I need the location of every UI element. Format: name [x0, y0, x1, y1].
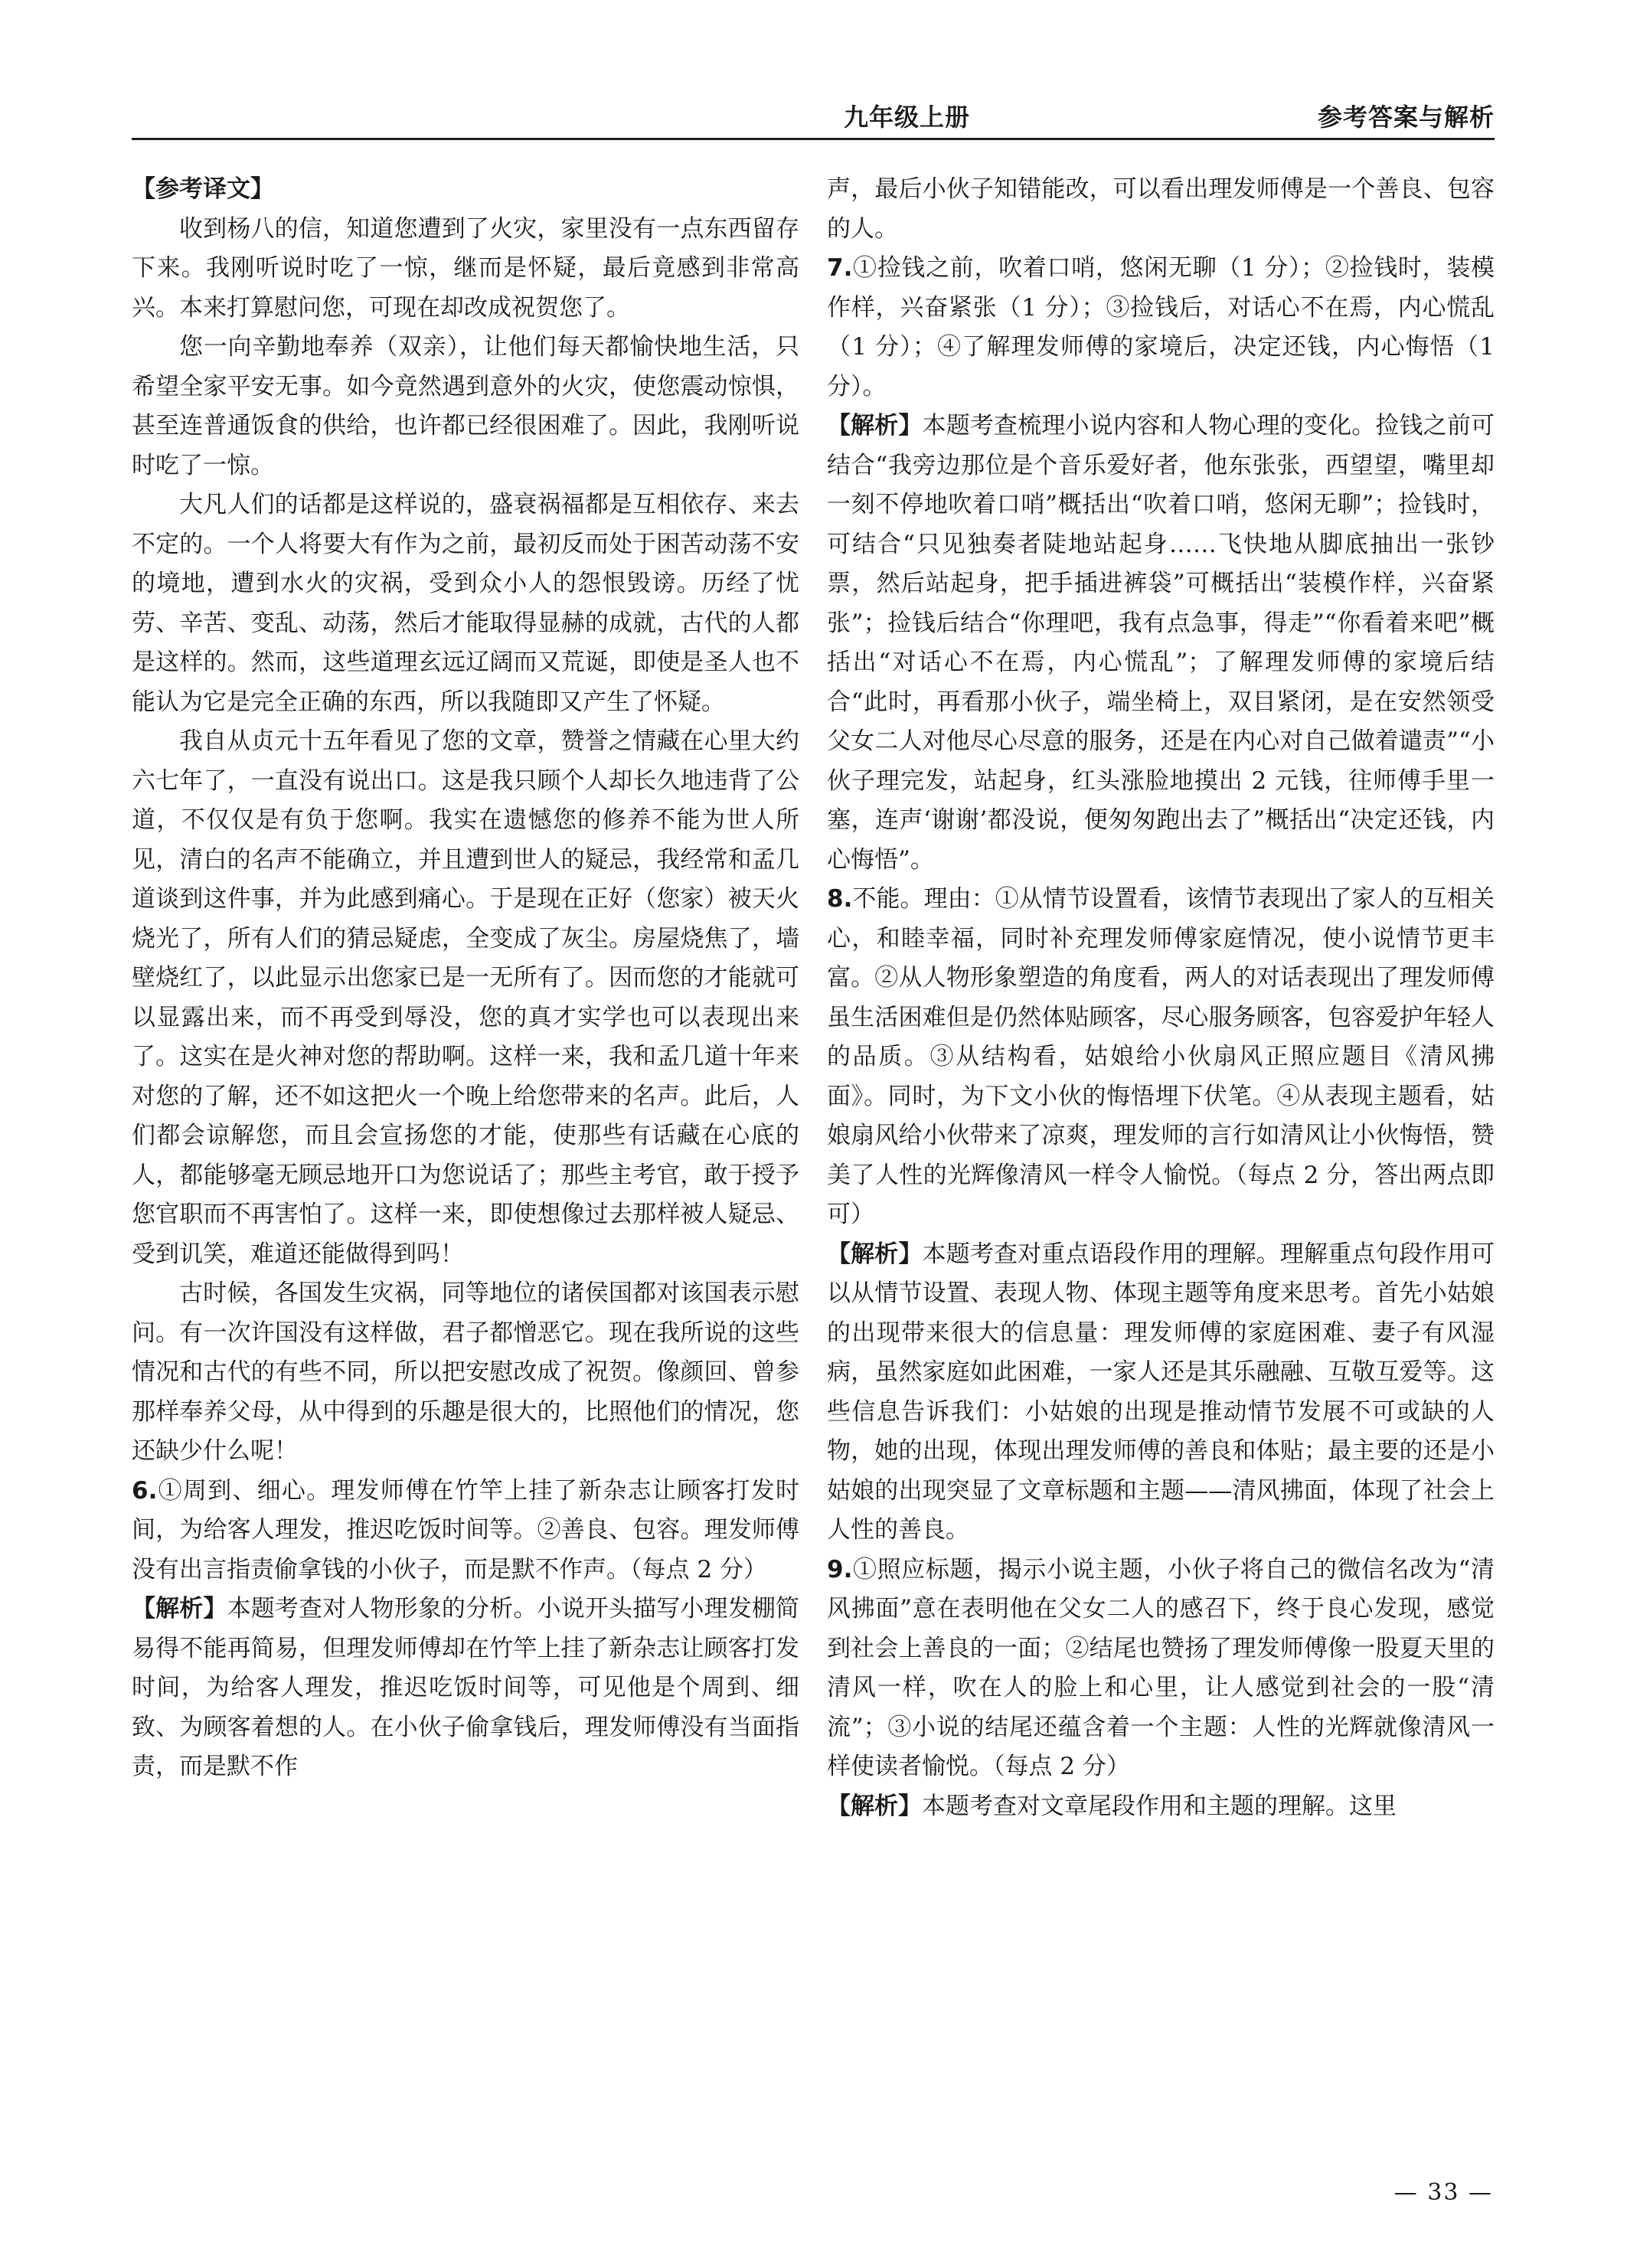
header-divider: [132, 138, 1495, 140]
question-9-answer: 9.①照应标题，揭示小说主题，小伙子将自己的微信名改为“清风拂面”意在表明他在父女二人的感召下，终于良心发现，感觉到社会上善良的一面；②结尾也赞扬了理发师傅像一股夏天里的清风一样，吹在人的脸上和心里，让人感觉到社会的一股“清流”；③小说的结尾还蕴含着一个主题：人性的光辉就像清风一样使读者愉悦。（每点 2 分）: [827, 1555, 1495, 1780]
right-column: [827, 170, 1495, 1826]
analysis-tag: 【解析】: [827, 1792, 922, 1820]
question-8-answer: 8.不能。理由：①从情节设置看，该情节表现出了家人的互相关心，和睦幸福，同时补充理发师傅家庭情况，使小说情节更丰富。②从人物形象塑造的角度看，两人的对话表现出了理发师傅虽生活困难但是仍然体贴顾客，尽心服务顾客，包容爱护年轻人的品质。③从结构看，姑娘给小伙扇风正照应题目《清风拂面》。同时，为下文小伙的悔悟埋下伏笔。④从表现主题看，姑娘扇风给小伙带来了凉爽，理发师的言行如清风让小伙悔悟，赞美了人性的光辉像清风一样令人愉悦。（每点 2 分，答出两点即可）: [827, 885, 1495, 1228]
question-9-analysis: 【解析】本题考查对文章尾段作用和主题的理解。这里: [827, 1792, 1397, 1820]
question-number: 9.: [827, 1555, 853, 1583]
translation-paragraph-1: 收到杨八的信，知道您遭到了火灾，家里没有一点东西留存下来。我刚听说时吃了一惊，继而是怀疑，最后竟感到非常高兴。本来打算慰问您，可现在却改成祝贺您了。: [132, 214, 799, 322]
question-7-answer: 7.①捡钱之前，吹着口哨，悠闲无聊（1 分）；②捡钱时，装模作样，兴奋紧张（1 分）；③捡钱后，对话心不在焉，内心慌乱（1 分）；④了解理发师傅的家境后，决定还钱，内心悔悟（1 分）。: [827, 254, 1495, 400]
section-title: 参考答案与解析: [1317, 103, 1495, 132]
translation-paragraph-4: 我自从贞元十五年看见了您的文章，赞誉之情藏在心里大约六七年了，一直没有说出口。这是我只顾个人却长久地违背了公道，不仅仅是有负于您啊。我实在遗憾您的修养不能为世人所见，清白的名声不能确立，并且遭到世人的疑忌，我经常和孟几道谈到这件事，并为此感到痛心。于是现在正好（您家）被天火烧光了，所有人们的猜忌疑虑，全变成了灰尘。房屋烧焦了，墙壁烧红了，以此显示出您家已是一无所有了。因而您的才能就可以显露出来，而不再受到辱没，您的真才实学也可以表现出来了。这实在是火神对您的帮助啊。这样一来，我和孟几道十年来对您的了解，还不如这把火一个晚上给您带来的名声。此后，人们都会谅解您，而且会宣扬您的才能，使那些有话藏在心底的人，都能够毫无顾忌地开口为您说话了；那些主考官，敢于授予您官职而不再害怕了。这样一来，即使想像过去那样被人疑忌、受到讥笑，难道还能做得到吗！: [132, 727, 799, 1268]
question-8-analysis: 【解析】本题考查对重点语段作用的理解。理解重点句段作用可以从情节设置、表现人物、体现主题等角度来思考。首先小姑娘的出现带来很大的信息量：理发师傅的家庭困难、妻子有风湿病，虽然家庭如此困难，一家人还是其乐融融、互敬互爱等。这些信息告诉我们：小姑娘的出现是推动情节发展不可或缺的人物，她的出现，体现出理发师傅的善良和体贴；最主要的还是小姑娘的出现突显了文章标题和主题——清风拂面，体现了社会上人性的善良。: [827, 1240, 1495, 1544]
translation-heading: 【参考译文】: [132, 175, 274, 203]
translation-paragraph-3: 大凡人们的话都是这样说的，盛衰祸福都是互相依存、来去不定的。一个人将要大有作为之前，最初反而处于困苦动荡不安的境地，遭到水火的灾祸，受到众小人的怨恨毁谤。历经了忧劳、辛苦、变乱、动荡，然后才能取得显赫的成就，古代的人都是这样的。然而，这些道理玄远辽阔而又荒诞，即使是圣人也不能认为它是完全正确的东西，所以我随即又产生了怀疑。: [132, 491, 799, 716]
question-number: 6.: [132, 1476, 158, 1505]
page-header: [132, 90, 1495, 139]
analysis-tag: 【解析】: [827, 1240, 923, 1268]
translation-paragraph-2: 您一向辛勤地奉养（双亲），让他们每天都愉快地生活，只希望全家平安无事。如今竟然遇到意外的火灾，使您震动惊惧，甚至连普通饭食的供给，也许都已经很困难了。因此，我刚听说时吃了一惊。: [132, 333, 799, 479]
translation-paragraph-5: 古时候，各国发生灾祸，同等地位的诸侯国都对该国表示慰问。有一次许国没有这样做，君子都憎恶它。现在我所说的这些情况和古代的有些不同，所以把安慰改成了祝贺。像颜回、曾参那样奉养父母，从中得到的乐趣是很大的，比照他们的情况，您还缺少什么呢！: [132, 1279, 799, 1465]
question-number: 8.: [827, 885, 853, 913]
analysis-tag: 【解析】: [827, 412, 923, 440]
question-6-analysis-continued: 声，最后小伙子知错能改，可以看出理发师傅是一个善良、包容的人。: [827, 175, 1495, 243]
left-column: [132, 170, 799, 1787]
question-6-analysis: 【解析】本题考查对人物形象的分析。小说开头描写小理发棚简易得不能再简易，但理发师傅却在竹竿上挂了新杂志让顾客打发时间，为给客人理发，推迟吃饭时间等，可见他是个周到、细致、为顾客着想的人。在小伙子偷拿钱后，理发师傅没有当面指责，而是默不作: [132, 1595, 799, 1780]
analysis-tag: 【解析】: [132, 1595, 227, 1623]
page-number: — 33 —: [1393, 2179, 1493, 2206]
book-title: 九年级上册: [844, 103, 971, 132]
question-7-analysis: 【解析】本题考查梳理小说内容和人物心理的变化。捡钱之前可结合“我旁边那位是个音乐爱好者，他东张张，西望望，嘴里却一刻不停地吹着口哨”概括出“吹着口哨，悠闲无聊”；捡钱时，可结合“只见独奏者陡地站起身……飞快地从脚底抽出一张钞票，然后站起身，把手插进裤袋”可概括出“装模作样，兴奋紧张”；捡钱后结合“你理吧，我有点急事，得走”“你看着来吧”概括出“对话心不在焉，内心慌乱”；了解理发师傅的家境后结合“此时，再看那小伙子，端坐椅上，双目紧闭，是在安然领受父女二人对他尽心尽意的服务，还是在内心对自己做着谴责”“小伙子理完发，站起身，红头涨脸地摸出 2 元钱，往师傅手里一塞，连声‘谢谢’都没说，便匆匆跑出去了”概括出“决定还钱，内心悔悟”。: [827, 412, 1495, 874]
question-number: 7.: [827, 254, 853, 282]
question-6-answer: 6.①周到、细心。理发师傅在竹竿上挂了新杂志让顾客打发时间，为给客人理发，推迟吃饭时间等。②善良、包容。理发师傅没有出言指责偷拿钱的小伙子，而是默不作声。（每点 2 分）: [132, 1476, 799, 1583]
